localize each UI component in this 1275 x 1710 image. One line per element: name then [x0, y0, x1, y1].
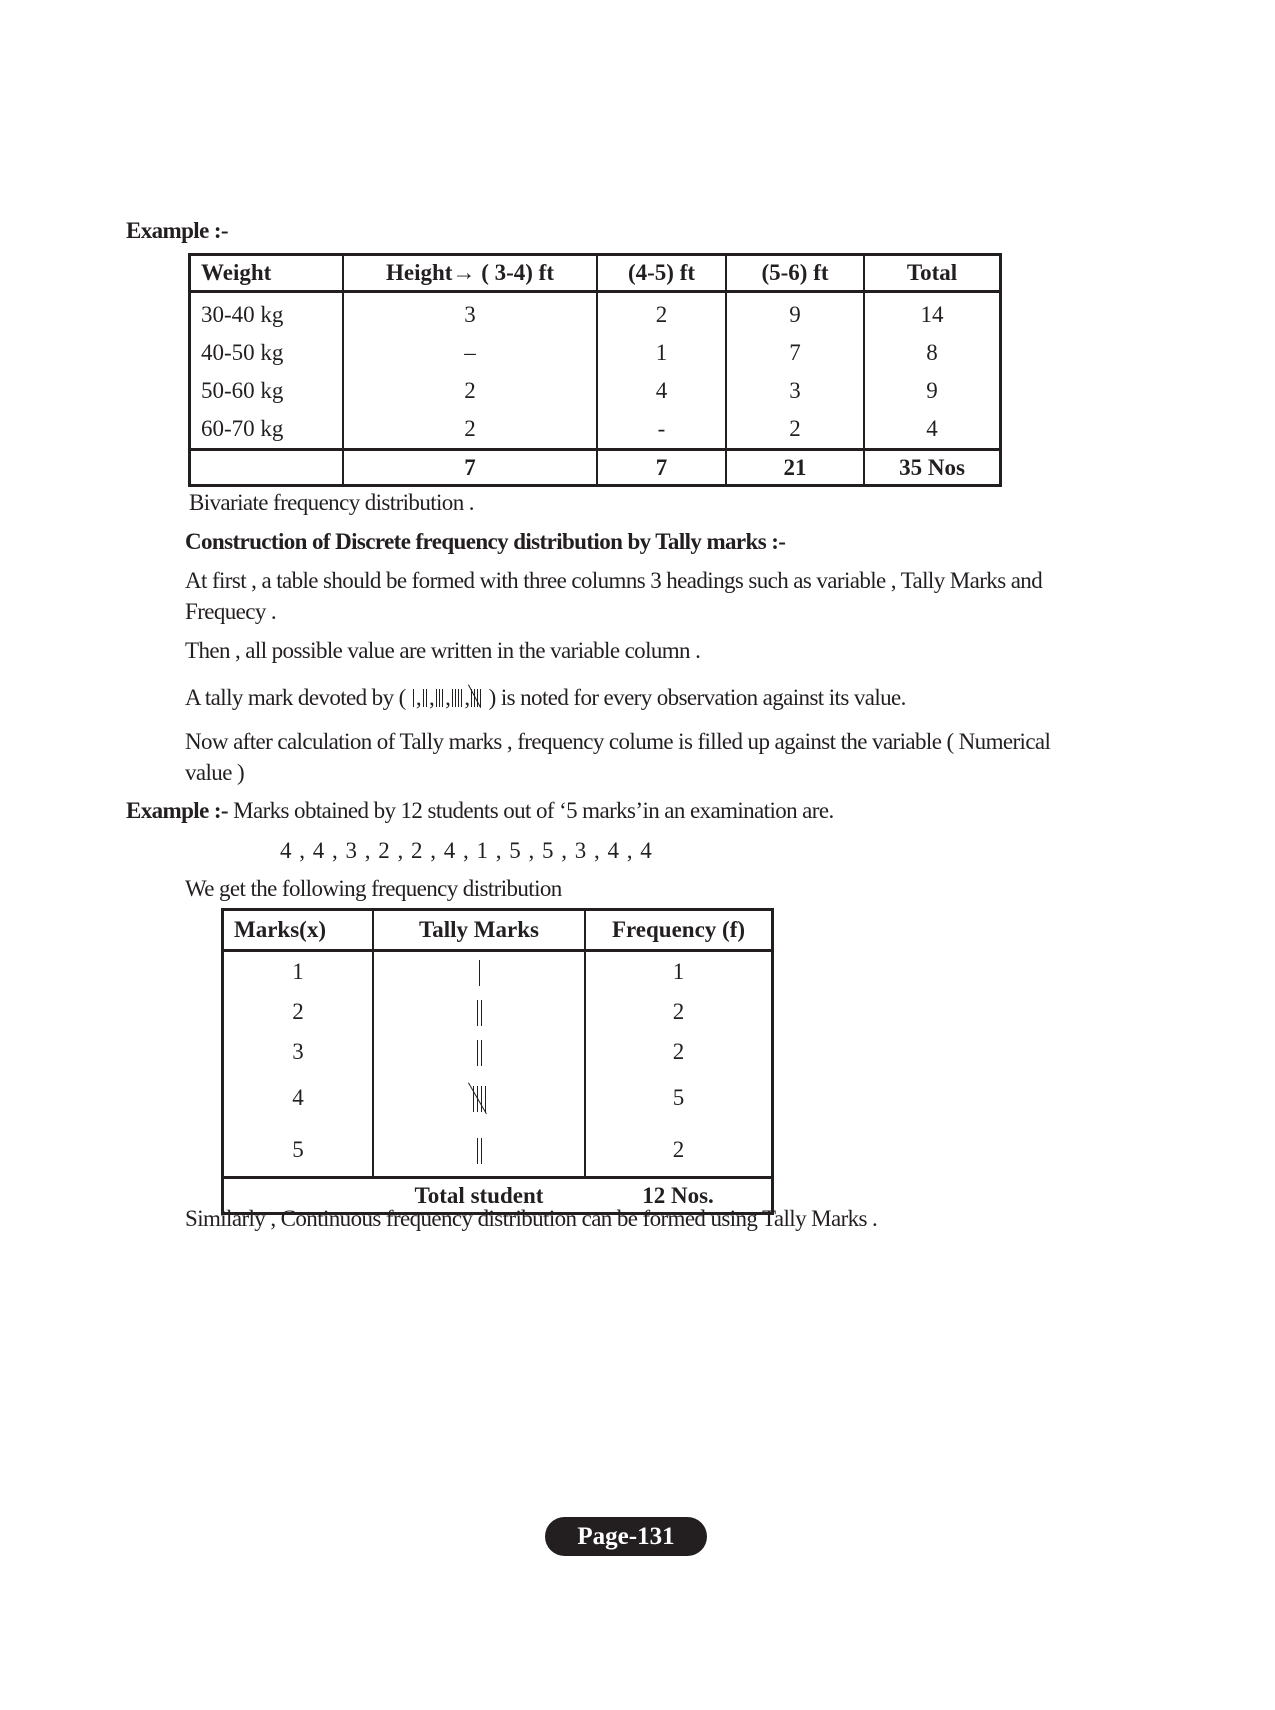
- example-2-line: [126, 798, 834, 824]
- tally-mark-icon: [451, 687, 463, 705]
- marks-cell: 1: [223, 951, 374, 993]
- table-header-row: [223, 910, 773, 951]
- tally-mark-icon: [477, 960, 481, 986]
- paragraph-line: At first , a table should be formed with three columns 3 headings such as variable , Tally Marks and: [185, 568, 1043, 593]
- frequency-cell: 9: [726, 292, 864, 335]
- marks-cell: 5: [223, 1124, 374, 1178]
- frequency-cell: 9: [864, 372, 1001, 410]
- tally-mark-icon: [412, 687, 415, 705]
- marks-cell: 2: [223, 992, 374, 1032]
- totals-cell: 7: [597, 450, 726, 486]
- example-label: Example :-: [126, 218, 228, 243]
- frequency-cell: 3: [726, 372, 864, 410]
- frequency-cell: 2: [726, 410, 864, 450]
- table-row: [190, 334, 1001, 372]
- page-number-badge: Page-131: [545, 1517, 707, 1556]
- tally-mark-icon: [422, 687, 428, 705]
- tally-cell: [373, 951, 585, 993]
- table-row: [223, 1032, 773, 1072]
- frequency-cell: -: [597, 410, 726, 450]
- weight-cell: 30-40 kg: [190, 292, 344, 335]
- tally-mark-icon: [435, 687, 444, 705]
- separator: ,: [429, 685, 435, 710]
- table-row: [223, 992, 773, 1032]
- example-intro: Marks obtained by 12 students out of ‘5 marks’in an examination are.: [227, 798, 834, 823]
- column-header: Frequency (f): [585, 910, 773, 951]
- frequency-cell: 8: [864, 334, 1001, 372]
- tally-frequency-table: [221, 908, 774, 1215]
- totals-cell: 7: [343, 450, 597, 486]
- tally-five-icon: [470, 687, 482, 705]
- frequency-cell: 2: [597, 292, 726, 335]
- tally-mark-icon: [475, 1040, 483, 1066]
- tally-five-icon: [471, 1086, 487, 1112]
- table-caption: Bivariate frequency distribution .: [189, 490, 474, 515]
- tally-symbol-list: [411, 685, 484, 710]
- frequency-cell: 2: [585, 1124, 773, 1178]
- weight-cell: 60-70 kg: [190, 410, 344, 450]
- totals-cell: [190, 450, 344, 486]
- table-header-row: [190, 255, 1001, 292]
- totals-cell: 35 Nos: [864, 450, 1001, 486]
- frequency-cell: 1: [597, 334, 726, 372]
- bivariate-frequency-table: [188, 253, 1002, 487]
- column-header: Marks(x): [223, 910, 374, 951]
- section-heading: Construction of Discrete frequency distribution by Tally marks :-: [185, 529, 786, 554]
- frequency-cell: 1: [585, 951, 773, 993]
- data-series: 4 , 4 , 3 , 2 , 2 , 4 , 1 , 5 , 5 , 3 , 4 , 4: [280, 838, 653, 863]
- frequency-cell: 4: [597, 372, 726, 410]
- column-header: Height→ ( 3-4) ft: [343, 255, 597, 292]
- paragraph-text: ) is noted for every observation against its value.: [488, 685, 906, 710]
- totals-row: [190, 450, 1001, 486]
- column-header: Tally Marks: [373, 910, 585, 951]
- column-header: Weight: [190, 255, 344, 292]
- separator: ,: [464, 685, 470, 710]
- table-row: [223, 1072, 773, 1124]
- tally-mark-icon: [475, 1000, 483, 1026]
- table-row: [223, 1124, 773, 1178]
- example-label: Example :-: [126, 798, 228, 823]
- table-row: [190, 372, 1001, 410]
- paragraph-text: A tally mark devoted by (: [185, 685, 406, 710]
- frequency-cell: –: [343, 334, 597, 372]
- column-header: (5-6) ft: [726, 255, 864, 292]
- frequency-cell: 7: [726, 334, 864, 372]
- paragraph-line: Frequecy .: [185, 599, 277, 624]
- lead-text: We get the following frequency distribution: [185, 876, 562, 901]
- frequency-cell: 14: [864, 292, 1001, 335]
- frequency-cell: 5: [585, 1072, 773, 1124]
- marks-cell: 4: [223, 1072, 374, 1124]
- tally-mark-icon: [475, 1138, 483, 1164]
- paragraph-line: value ): [185, 760, 245, 785]
- weight-cell: 40-50 kg: [190, 334, 344, 372]
- tally-cell: [373, 1124, 585, 1178]
- tally-cell: [373, 1032, 585, 1072]
- tally-explanation: [185, 685, 906, 711]
- paragraph-line: Now after calculation of Tally marks , frequency colume is filled up against the variable ( Numerical: [185, 729, 1051, 754]
- frequency-cell: 2: [343, 372, 597, 410]
- separator: ,: [445, 685, 451, 710]
- total-value: 12 Nos.: [585, 1178, 773, 1214]
- table-row: [223, 951, 773, 993]
- paragraph-line: Then , all possible value are written in the variable column .: [185, 638, 701, 663]
- column-header: Total: [864, 255, 1001, 292]
- marks-cell: 3: [223, 1032, 374, 1072]
- frequency-cell: 2: [343, 410, 597, 450]
- frequency-cell: 4: [864, 410, 1001, 450]
- closing-text: Similarly , Continuous frequency distribution can be formed using Tally Marks .: [185, 1206, 878, 1231]
- frequency-cell: 2: [585, 992, 773, 1032]
- tally-cell: [373, 1072, 585, 1124]
- separator: ,: [415, 685, 422, 710]
- totals-cell: 21: [726, 450, 864, 486]
- column-header: (4-5) ft: [597, 255, 726, 292]
- tally-cell: [373, 992, 585, 1032]
- weight-cell: 50-60 kg: [190, 372, 344, 410]
- frequency-cell: 2: [585, 1032, 773, 1072]
- table-row: [190, 292, 1001, 335]
- table-row: [190, 410, 1001, 450]
- frequency-cell: 3: [343, 292, 597, 335]
- total-label: Total student: [373, 1178, 585, 1214]
